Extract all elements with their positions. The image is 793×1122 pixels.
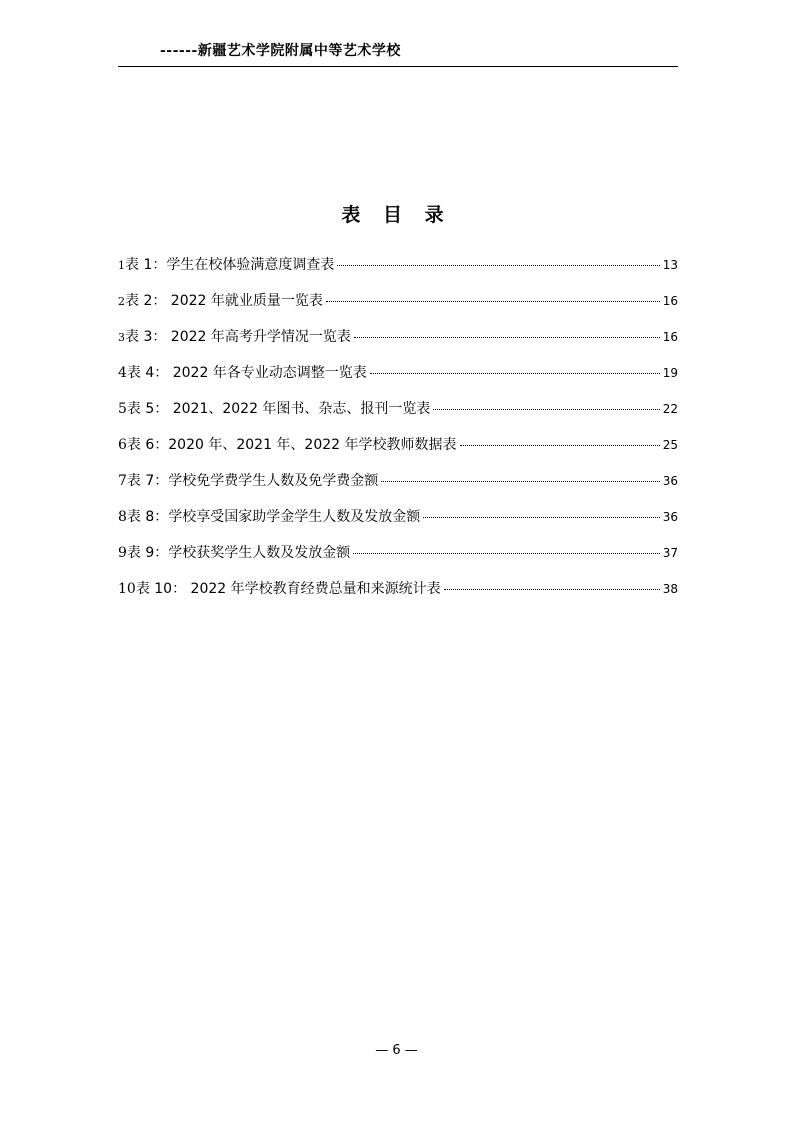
toc-leader-dots <box>326 301 660 302</box>
toc-entry-label: 表 7：学校免学费学生人数及免学费金额 <box>126 473 379 489</box>
toc-entry-8[interactable] <box>118 506 678 542</box>
toc-entry-9[interactable] <box>118 542 678 578</box>
toc-entry-number: 1 <box>118 259 125 272</box>
toc-entry-label: 表 9：学校获奖学生人数及发放金额 <box>126 545 351 561</box>
toc-entry-number: 6 <box>118 437 127 453</box>
toc-entry-number: 7 <box>118 473 127 489</box>
toc-leader-dots <box>433 409 659 410</box>
toc-entry-7[interactable] <box>118 470 678 506</box>
toc-entry-label: 表 5： 2021、2022 年图书、杂志、报刊一览表 <box>126 401 431 417</box>
toc-entry-label: 表 2： 2022 年就业质量一览表 <box>125 293 323 309</box>
toc-entry-page: 22 <box>662 402 678 416</box>
toc-entry-label: 表 10： 2022 年学校教育经费总量和来源统计表 <box>135 581 441 597</box>
toc-entry-label: 表 4： 2022 年各专业动态调整一览表 <box>126 365 367 381</box>
toc-entry-number: 2 <box>118 295 125 308</box>
toc-entry-5[interactable] <box>118 398 678 434</box>
toc-entry-number: 5 <box>118 401 127 417</box>
table-of-contents <box>118 254 678 614</box>
toc-entry-page: 25 <box>662 438 678 452</box>
toc-leader-dots <box>353 553 659 554</box>
toc-entry-label: 表 6：2020 年、2021 年、2022 年学校教师数据表 <box>126 437 457 453</box>
toc-leader-dots <box>354 337 660 338</box>
toc-entry-number: 3 <box>118 331 125 344</box>
header-rule <box>118 66 678 67</box>
toc-entry-6[interactable] <box>118 434 678 470</box>
toc-entry-number: 10 <box>118 581 136 597</box>
toc-leader-dots <box>337 265 659 266</box>
toc-entry-1[interactable] <box>118 254 678 290</box>
running-header: ------新疆艺术学院附属中等艺术学校 <box>160 43 401 59</box>
toc-entry-page: 36 <box>662 474 678 488</box>
toc-entry-number: 4 <box>118 365 127 381</box>
toc-entry-label: 表 8：学校享受国家助学金学生人数及发放金额 <box>126 509 421 525</box>
toc-entry-page: 13 <box>662 258 678 272</box>
toc-leader-dots <box>444 589 660 590</box>
toc-entry-label: 表 3： 2022 年高考升学情况一览表 <box>125 329 351 345</box>
page-title: 表 目 录 <box>341 204 452 226</box>
page-number: — 6 — <box>375 1043 418 1058</box>
toc-entry-number: 9 <box>118 545 127 561</box>
toc-entry-4[interactable] <box>118 362 678 398</box>
toc-entry-label: 表 1：学生在校体验满意度调查表 <box>125 257 335 273</box>
toc-entry-page: 19 <box>662 366 678 380</box>
toc-entry-page: 36 <box>662 510 678 524</box>
toc-entry-page: 37 <box>662 546 678 560</box>
toc-leader-dots <box>381 481 659 482</box>
toc-entry-page: 16 <box>662 330 678 344</box>
toc-entry-page: 38 <box>662 582 678 596</box>
toc-entry-10[interactable] <box>118 578 678 614</box>
toc-leader-dots <box>460 445 660 446</box>
toc-entry-2[interactable] <box>118 290 678 326</box>
toc-entry-number: 8 <box>118 509 127 525</box>
toc-leader-dots <box>423 517 659 518</box>
toc-entry-page: 16 <box>662 294 678 308</box>
toc-leader-dots <box>370 373 660 374</box>
toc-entry-3[interactable] <box>118 326 678 362</box>
